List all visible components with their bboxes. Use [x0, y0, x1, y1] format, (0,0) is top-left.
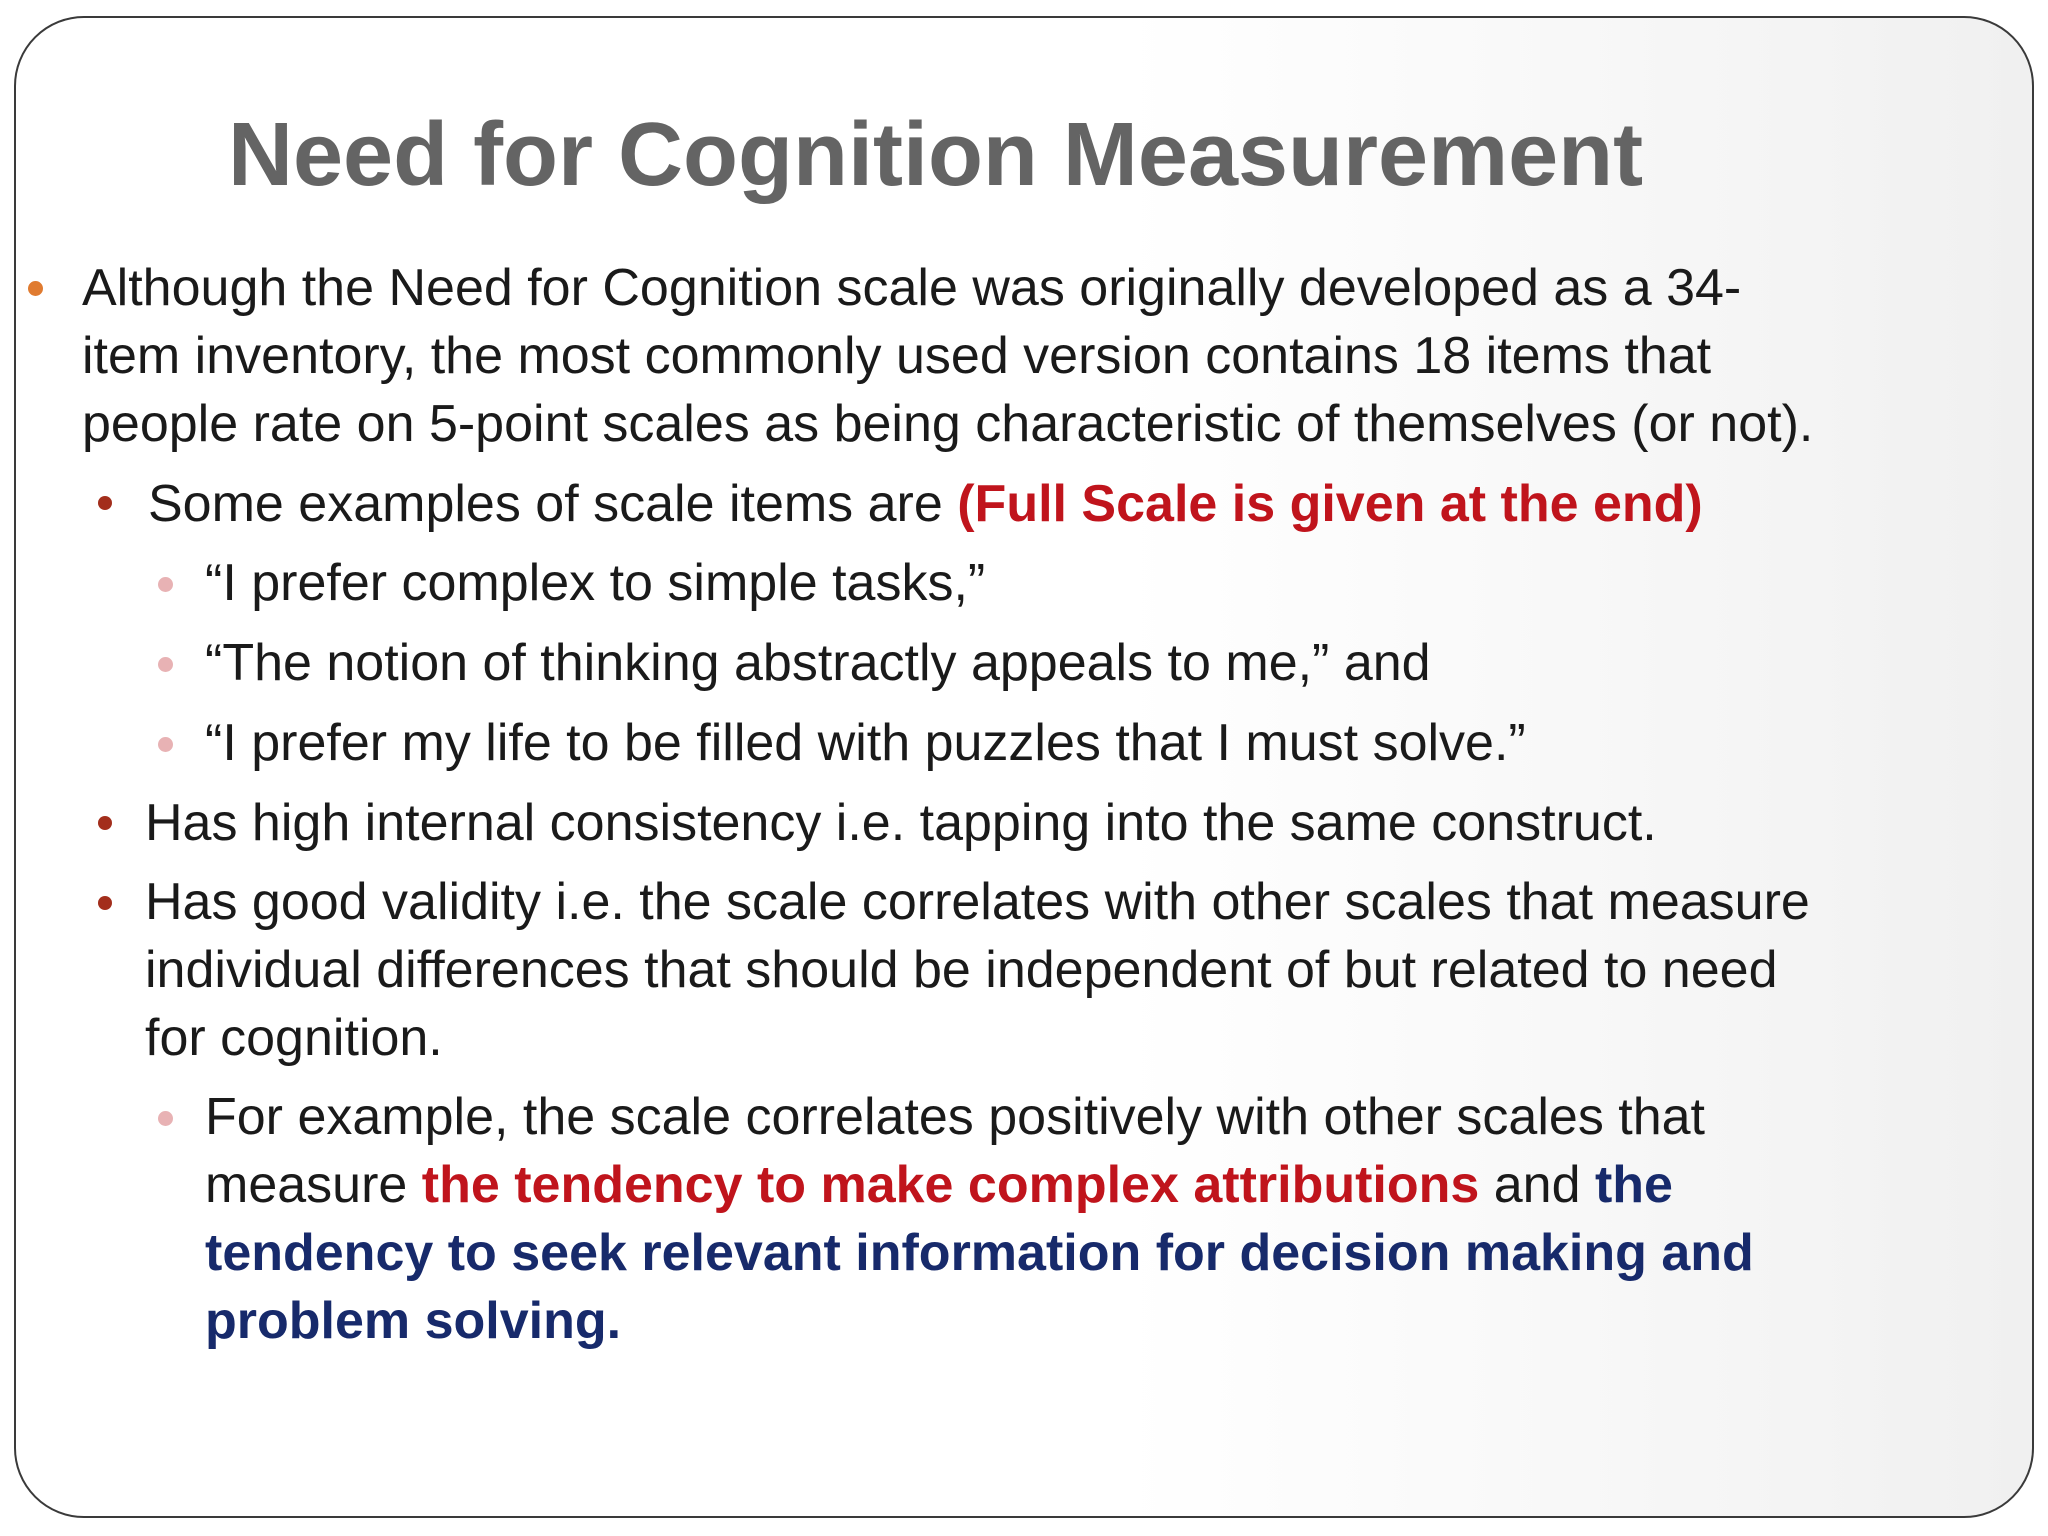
seek-information-emphasis-start: the — [1594, 1156, 1673, 1214]
validity-line-2: individual differences that should be independent of but related to need — [145, 941, 1778, 999]
detail-connector: and — [1479, 1156, 1595, 1214]
bullet-dot-icon — [158, 657, 173, 672]
example-item: “I prefer my life to be filled with puzzles that I must solve.” — [205, 714, 1526, 772]
complex-attributions-emphasis: the tendency to make complex attributions — [421, 1156, 1480, 1214]
detail-line-4: problem solving. — [205, 1292, 622, 1350]
bullet-dot-icon — [158, 737, 173, 752]
full-scale-note: (Full Scale is given at the end) — [957, 475, 1703, 533]
intro-line-1: Although the Need for Cognition scale was originally developed as a 34- — [82, 259, 1742, 317]
detail-prefix: measure — [205, 1156, 422, 1214]
bullet-dot-icon — [158, 577, 173, 592]
bullet-dot-icon — [98, 816, 112, 830]
validity-line-3: for cognition. — [145, 1009, 443, 1067]
examples-line — [148, 470, 1703, 538]
bullet-dot-icon — [98, 896, 112, 910]
bullet-dot-icon — [98, 496, 112, 510]
example-item: “The notion of thinking abstractly appeals to me,” and — [205, 634, 1431, 692]
example-item: “I prefer complex to simple tasks,” — [205, 554, 986, 612]
detail-line-1: For example, the scale correlates positively with other scales that — [205, 1088, 1706, 1146]
detail-line-3: tendency to seek relevant information for decision making and — [205, 1224, 1754, 1282]
consistency-line: Has high internal consistency i.e. tapping into the same construct. — [145, 794, 1657, 852]
examples-lead: Some examples of scale items are — [148, 475, 958, 533]
bullet-dot-icon — [158, 1111, 173, 1126]
slide-title: Need for Cognition Measurement — [228, 105, 1644, 205]
validity-line-1: Has good validity i.e. the scale correlates with other scales that measure — [145, 873, 1810, 931]
intro-line-3: people rate on 5-point scales as being characteristic of themselves (or not). — [82, 395, 1814, 453]
detail-line-2 — [205, 1151, 1673, 1219]
bullet-dot-icon — [28, 281, 43, 296]
intro-line-2: item inventory, the most commonly used version contains 18 items that — [82, 327, 1712, 385]
